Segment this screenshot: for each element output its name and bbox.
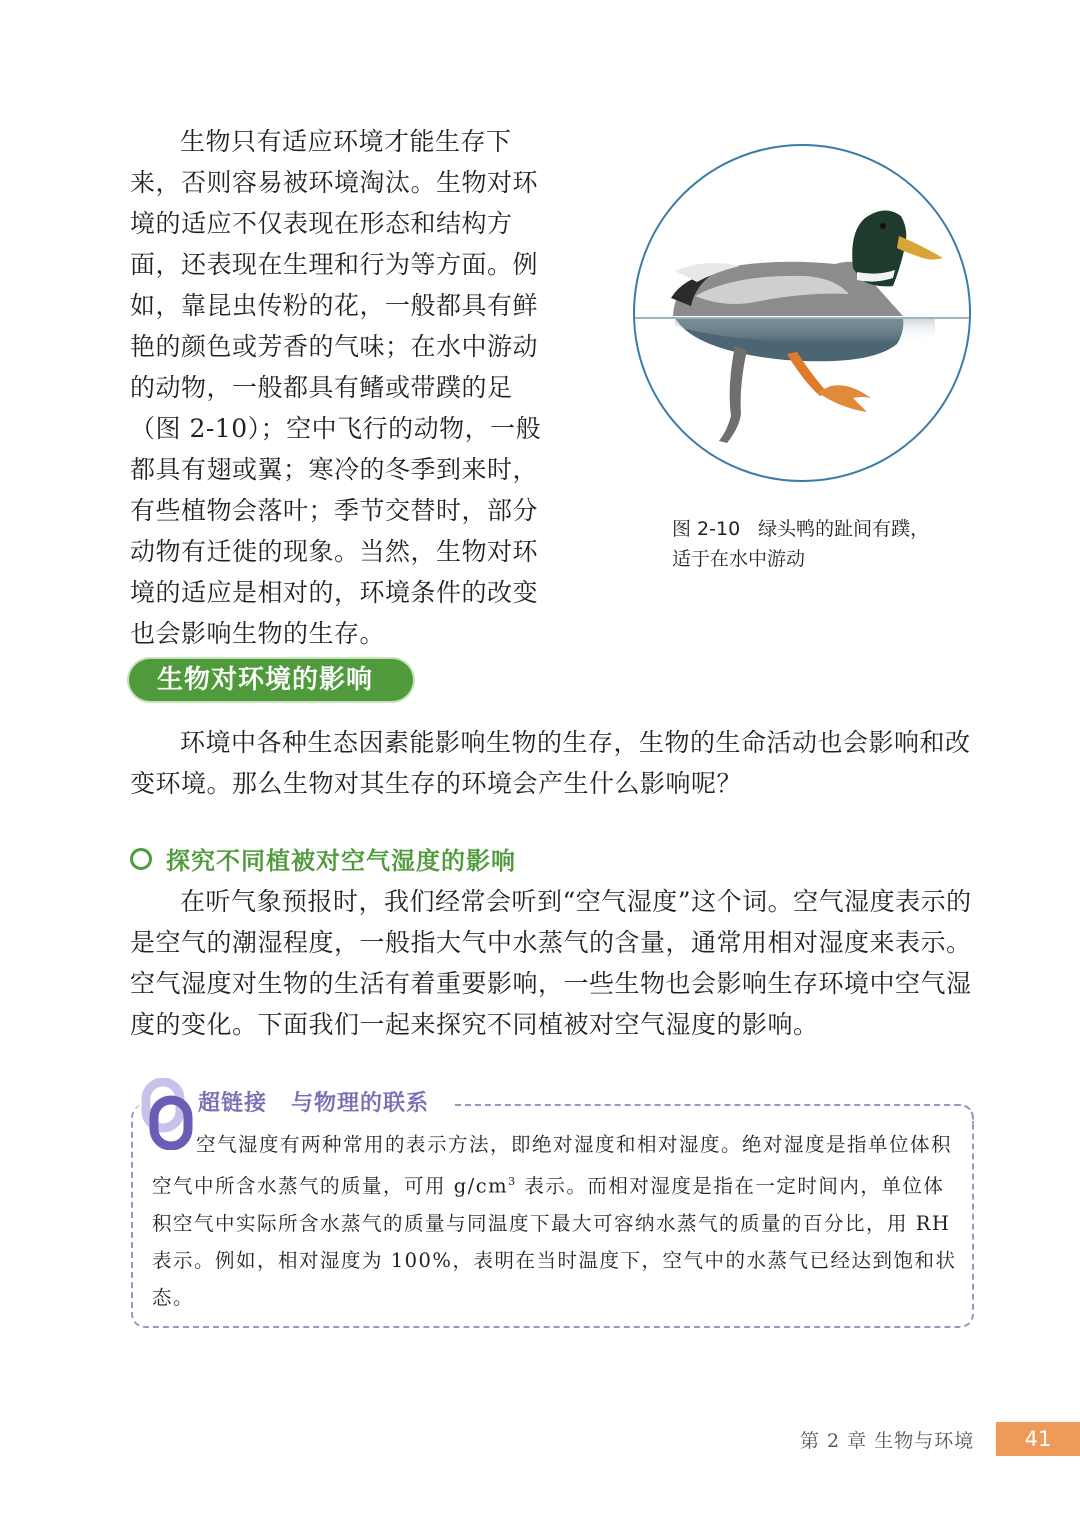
- hyperlink-text: [152, 1126, 958, 1316]
- duck-illustration: [635, 146, 969, 480]
- experiment-heading: [130, 843, 516, 879]
- footer-chapter: 第 2 章 生物与环境: [800, 1430, 975, 1452]
- figure-caption: [672, 514, 972, 574]
- page-number: 41: [996, 1422, 1080, 1456]
- circle-bullet-icon: [130, 848, 152, 870]
- environment-text: 环境中各种生态因素能影响生物的生存，生物的生命活动也会影响和改变环境。那么生物对其生存的环境会产生什么影响呢？: [130, 728, 971, 798]
- hyperlink-subtitle: 与物理的联系: [291, 1091, 430, 1116]
- hyperlink-box-corner: [955, 1104, 974, 1123]
- superscript-3: 3: [508, 1175, 517, 1188]
- hyperlink-label: 超链接: [198, 1091, 268, 1116]
- environment-paragraph: [130, 722, 980, 804]
- figure-number: 图 2-10: [672, 518, 741, 540]
- section-heading: 生物对环境的影响: [129, 659, 413, 701]
- hyperlink-title: [198, 1088, 429, 1120]
- experiment-title: 探究不同植被对空气湿度的影响: [166, 847, 516, 875]
- intro-paragraph: [130, 121, 556, 654]
- intro-text: 生物只有适应环境才能生存下来，否则容易被环境淘汰。生物对环境的适应不仅表现在形态和结构方面，还表现在生理和行为等方面。例如，靠昆虫传粉的花，一般都具有鲜艳的颜色或芳香的气味；在水中游动的动物，一般都具有鳍或带蹼的足（图 2-10）；空中飞行的动物，一般都具有翅或翼；寒冷的冬季到来时，有些植物会落叶；季节交替时，部分动物有迁徙的现象。当然，生物对环境的适应是相对的，环境条件的改变也会影响生物的生存。: [130, 127, 542, 648]
- hyperlink-box-top-border: [455, 1104, 960, 1106]
- caption-line-1: 绿头鸭的趾间有蹼，: [758, 518, 930, 540]
- hyperlink-text-part1: 空气湿度有两种常用的表示方法，即绝对湿度和相对湿度。绝对湿度是指单位体积空气中所含水蒸气的质量，可用 g/cm: [152, 1133, 953, 1198]
- caption-line-2: 适于在水中游动: [672, 548, 806, 570]
- experiment-paragraph: [130, 881, 980, 1045]
- experiment-text: 在听气象预报时，我们经常会听到“空气湿度”这个词。空气湿度表示的是空气的潮湿程度，一般指大气中水蒸气的含量，通常用相对湿度来表示。空气湿度对生物的生活有着重要影响，一些生物也会影响生存环境中空气湿度的变化。下面我们一起来探究不同植被对空气湿度的影响。: [130, 887, 972, 1039]
- hyperlink-text-part2: 表示。而相对湿度是指在一定时间内，单位体积空气中实际所含水蒸气的质量与同温度下最大可容纳水蒸气的质量的百分比，用 RH 表示。例如，相对湿度为 100%，表明在当时温度下，空气中的水蒸气已经达到饱和状态。: [152, 1174, 957, 1309]
- duck-figure: [633, 144, 971, 482]
